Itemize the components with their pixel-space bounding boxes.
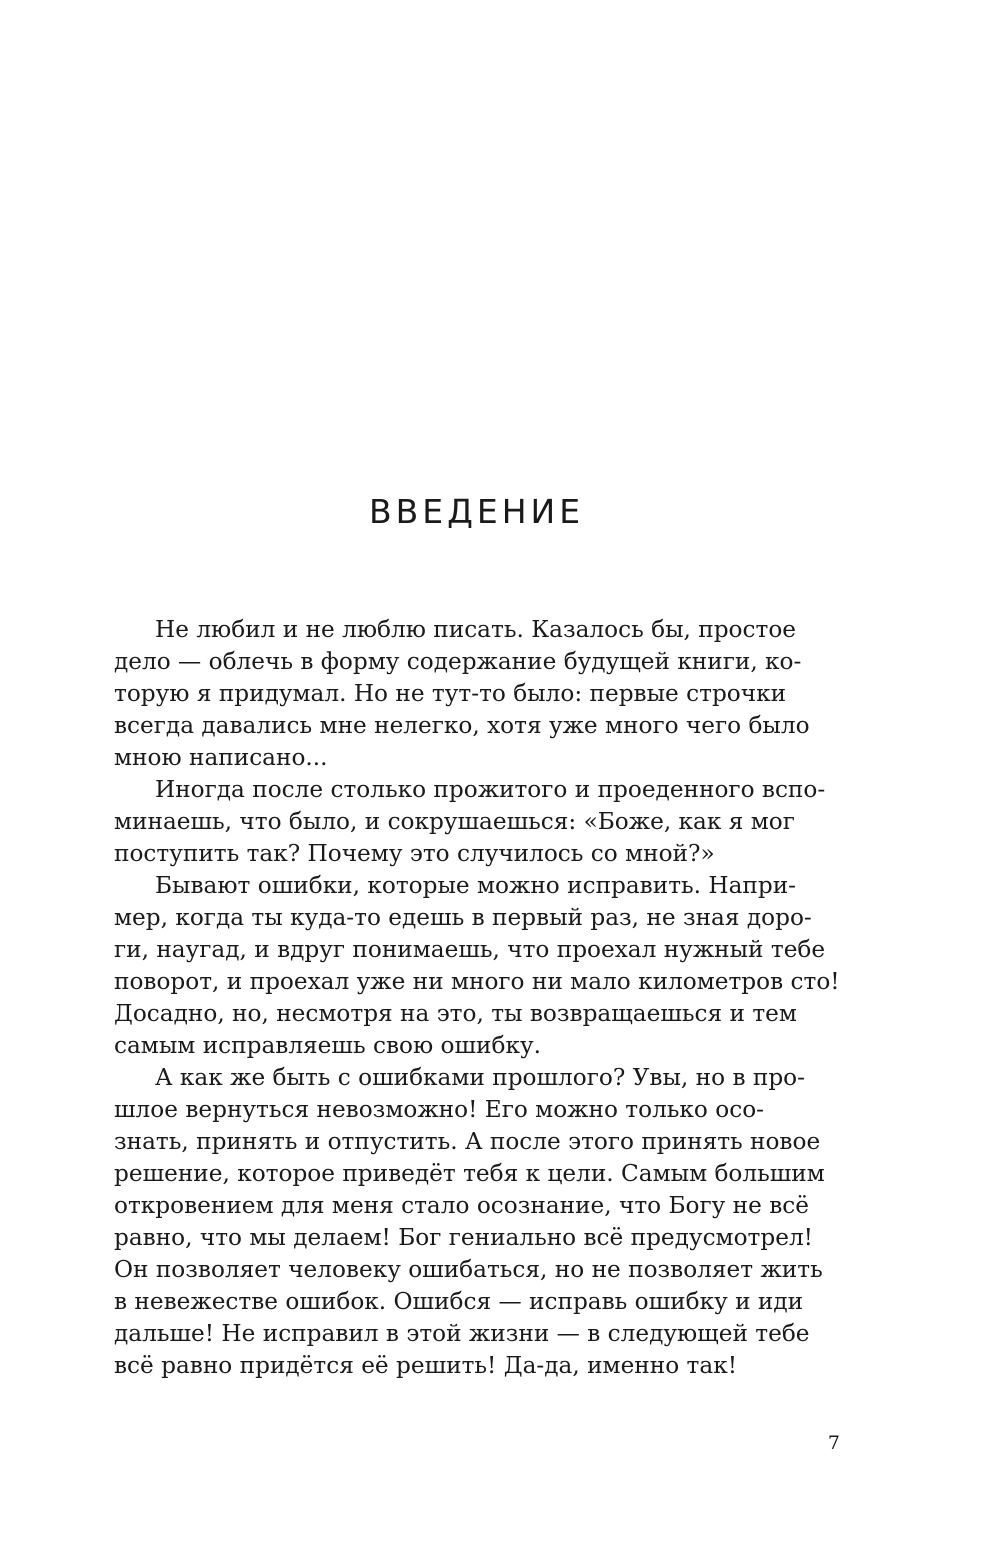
text-line: дальше! Не исправил в этой жизни — в следующей тебе — [114, 1320, 810, 1347]
text-line: мною написано... — [114, 744, 328, 771]
text-line: знать, принять и отпустить. А после этого принять новое — [114, 1128, 821, 1155]
text-line: всё равно придётся её решить! Да-да, именно так! — [114, 1352, 738, 1379]
text-line: шлое вернуться невозможно! Его можно только осо- — [114, 1096, 764, 1123]
text-line: дело — облечь в форму содержание будущей книги, ко- — [114, 648, 802, 675]
chapter-title: ВВЕДЕНИЕ — [368, 492, 585, 531]
text-line: А как же быть с ошибками прошлого? Увы, но в про- — [155, 1064, 805, 1091]
text-line: самым исправляешь свою ошибку. — [114, 1032, 541, 1059]
text-line: Иногда после столько прожитого и проеденного вспо- — [155, 776, 826, 803]
text-line: Он позволяет человеку ошибаться, но не позволяет жить — [114, 1256, 823, 1283]
page-number: 7 — [827, 1432, 840, 1454]
text-line: откровением для меня стало осознание, что Богу не всё — [114, 1192, 809, 1219]
text-line: торую я придумал. Но не тут-то было: первые строчки — [114, 680, 787, 707]
text-line: поворот, и проехал уже ни много ни мало километров сто! — [114, 968, 840, 995]
text-line: равно, что мы делаем! Бог гениально всё предусмотрел! — [114, 1224, 813, 1251]
text-line: решение, которое приведёт тебя к цели. Самым большим — [114, 1160, 825, 1187]
text-line: в невежестве ошибок. Ошибся — исправь ошибку и иди — [114, 1288, 804, 1315]
text-line: минаешь, что было, и сокрушаешься: «Боже, как я мог — [114, 808, 795, 835]
text-line: Бывают ошибки, которые можно исправить. Напри- — [155, 872, 797, 899]
text-line: Не любил и не люблю писать. Казалось бы, простое — [155, 616, 797, 643]
text-line: поступить так? Почему это случилось со мной?» — [114, 840, 715, 867]
body-text — [114, 614, 840, 1382]
text-line: всегда давались мне нелегко, хотя уже много чего было — [114, 712, 810, 739]
text-line: Досадно, но, несмотря на это, ты возвращаешься и тем — [114, 1000, 797, 1027]
text-line: мер, когда ты куда-то едешь в первый раз, не зная доро- — [114, 904, 812, 931]
text-line: ги, наугад, и вдруг понимаешь, что проехал нужный тебе — [114, 936, 826, 963]
